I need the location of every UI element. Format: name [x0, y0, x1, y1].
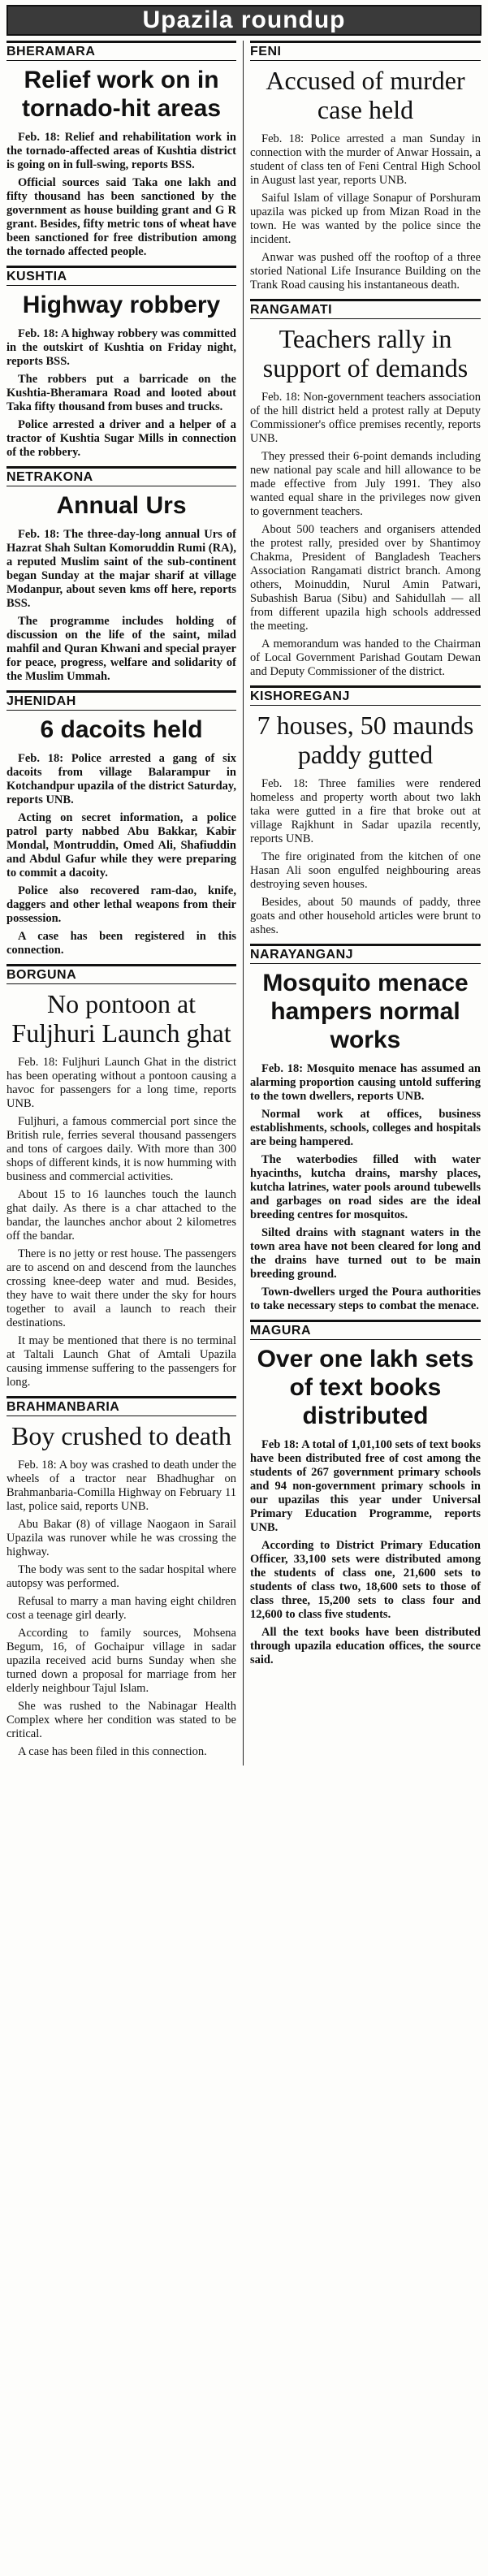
story-paragraph: About 500 teachers and organisers attended the protest rally, presided over by Shantimoy Chakma, President of Bangladesh Teachers Association Rangamati district branch. Among others, Moinuddin, Nurul Amin Patwari, Subashish Barua (Sibu) and Sahidullah — all from different upazila high schools addressed the meeting.: [250, 523, 481, 633]
story-paragraph: Silted drains with stagnant waters in the town area have not been cleared for long and the drains have turned out to be main breeding ground.: [250, 1226, 481, 1281]
story-headline: Annual Urs: [56, 492, 187, 519]
dateline-kicker: KISHOREGANJ: [250, 685, 481, 706]
story-headline: Highway robbery: [22, 292, 221, 318]
story-paragraph: Anwar was pushed off the rooftop of a three storied National Life Insurance Building on the Trank Road causing his instantaneous death.: [250, 251, 481, 292]
story-paragraph: They pressed their 6-point demands including new national pay scale and hill allowance to be made effective from July 1991. They also wanted equal share in the privileges now given to government teachers.: [250, 450, 481, 518]
dateline-kicker: RANGAMATI: [250, 299, 481, 319]
story-headline: No pontoon at Fuljhuri Launch ghat: [11, 989, 231, 1048]
story-headline: Boy crushed to death: [11, 1421, 232, 1450]
story-paragraph: Feb. 18: A boy was crashed to death under the wheels of a tractor near Bhadhughar on Brahmanbaria-Comilla Highway on February 11 last, police said, reports UNB.: [6, 1459, 236, 1513]
story-paragraph: Feb. 18: Relief and rehabilitation work in the tornado-affected areas of Kushtia district is going on in full-swing, reports BSS.: [6, 131, 236, 171]
story-paragraph: There is no jetty or rest house. The passengers are to ascend on and descend from the launches crossing knee-deep water and mud. Besides, they have to wait there under the sky for hours together to avail a launch to reach their destinations.: [6, 1247, 236, 1329]
story-paragraph: The body was sent to the sadar hospital where autopsy was performed.: [6, 1563, 236, 1590]
story-paragraph: A case has been filed in this connection.: [18, 1745, 207, 1758]
story-paragraph: According to family sources, Mohsena Begum, 16, of Gochaipur village in sadar upazila received acid burns Sunday when she turned down a proposal for marriage from her elderly neighbour Tajul Islam.: [6, 1627, 236, 1695]
story-paragraph: Police also recovered ram-dao, knife, daggers and other lethal weapons from their possession.: [6, 884, 236, 925]
dateline-kicker: BHERAMARA: [6, 41, 236, 61]
story-narayanganj: [250, 944, 481, 1313]
story-paragraph: It may be mentioned that there is no terminal at Taltali Launch Ghat of Amtali Upazila causing immense suffering to the passengers for long.: [6, 1334, 236, 1389]
story-paragraph: Feb. 18: Mosquito menace has assumed an alarming proportion causing untold suffering to the town dwellers, reports UNB.: [250, 1062, 481, 1103]
story-body: [6, 131, 236, 259]
story-body: [6, 528, 236, 684]
story-body: [6, 327, 236, 460]
story-headline: Accused of murder case held: [266, 66, 465, 124]
story-paragraph: She was rushed to the Nabinagar Health Complex where her condition was stated to be critical.: [6, 1700, 236, 1740]
story-paragraph: Abu Bakar (8) of village Naogaon in Sarail Upazila was runover while he was crossing the highway.: [6, 1518, 236, 1558]
story-feni: [250, 41, 481, 292]
story-headline: Over one lakh sets of text books distributed: [257, 1346, 474, 1429]
story-body: [250, 777, 481, 937]
story-paragraph: According to District Primary Education Officer, 33,100 sets were distributed among the students of class one, 21,600 sets to students of class two, 18,600 sets to those of class three, 15,200 sets to class four and 12,600 to class five students.: [250, 1539, 481, 1621]
story-paragraph: The robbers put a barricade on the Kushtia-Bheramara Road and looted about Taka fifty thousand from buses and trucks.: [6, 373, 236, 413]
story-paragraph: Feb 18: A total of 1,01,100 sets of text books have been distributed free of cost among the students of 267 government primary schools and 94 non-government primary schools in our upazilas this year under Universal Primary Education Programme, reports UNB.: [250, 1438, 481, 1534]
story-paragraph: About 15 to 16 launches touch the launch ghat daily. As there is a char attached to the bandar, the launches anchor about 2 kilometres off the bandar.: [6, 1188, 236, 1243]
story-paragraph: Refusal to marry a man having eight children cost a teenage girl dearly.: [6, 1595, 236, 1622]
story-paragraph: Feb. 18: Police arrested a gang of six dacoits from village Balarampur in Kotchandpur upazila of the district Saturday, reports UNB.: [6, 752, 236, 806]
columns: [6, 41, 482, 1766]
story-headline: Relief work on in tornado-hit areas: [21, 67, 222, 122]
story-paragraph: The programme includes holding of discussion on the life of the saint, milad mahfil and Quran Khwani and special prayer for peace, progress, welfare and solidarity of the Muslim Ummah.: [6, 615, 236, 683]
dateline-kicker: BRAHMANBARIA: [6, 1396, 236, 1416]
story-paragraph: All the text books have been distributed through upazila education offices, the source said.: [250, 1626, 481, 1666]
story-headline: 7 houses, 50 maunds paddy gutted: [257, 711, 474, 769]
dateline-kicker: NARAYANGANJ: [250, 944, 481, 964]
story-kushtia: [6, 266, 236, 460]
story-paragraph: Acting on secret information, a police patrol party nabbed Abu Bakkar, Kabir Mondal, Montruddin, Omed Ali, Shafiuddin and Abdul Gafur while they were preparing to commit a dacoity.: [6, 811, 236, 880]
story-body: [6, 1459, 236, 1759]
left-column: [6, 41, 244, 1766]
story-headline: 6 dacoits held: [40, 716, 203, 743]
story-magura: [250, 1320, 481, 1667]
story-body: [250, 391, 481, 679]
story-paragraph: Feb. 18: A highway robbery was committed in the outskirt of Kushtia on Friday night, reports BSS.: [6, 327, 236, 368]
story-body: [250, 132, 481, 292]
story-paragraph: Official sources said Taka one lakh and fifty thousand has been sanctioned by the government as house building grant and G R grant. Besides, fifty metric tons of wheat have been sanctioned for free distribution among the tornado affected people.: [6, 176, 236, 258]
story-body: [6, 1056, 236, 1390]
story-paragraph: A memorandum was handed to the Chairman of Local Government Parishad Goutam Dewan and Deputy Commissioner of the district.: [250, 638, 481, 678]
dateline-kicker: NETRAKONA: [6, 466, 236, 486]
story-paragraph: Feb. 18: Non-government teachers association of the hill district held a protest rally at Deputy Commissioner's office premises recently, reports UNB.: [250, 391, 481, 445]
story-jhenidah: [6, 690, 236, 957]
dateline-kicker: FENI: [250, 41, 481, 61]
story-netrakona: [6, 466, 236, 684]
story-headline: Teachers rally in support of demands: [262, 324, 469, 383]
story-paragraph: Feb. 18: Fuljhuri Launch Ghat in the district has been operating without a pontoon causing a havoc for passengers for a long time, reports UNB.: [6, 1056, 236, 1110]
story-paragraph: The waterbodies filled with water hyacinths, kutcha drains, marshy places, kutcha latrines, water pools around tubewells and garbages on road sides are the ideal breeding centres for mosquitos.: [250, 1153, 481, 1221]
banner-title: Upazila roundup: [142, 6, 346, 33]
story-body: [6, 752, 236, 957]
section-banner: [6, 5, 482, 36]
story-paragraph: Town-dwellers urged the Poura authorities to take necessary steps to combat the menace.: [250, 1286, 481, 1312]
story-paragraph: Feb. 18: Police arrested a man Sunday in connection with the murder of Anwar Hossain, a student of class ten of Feni Central High School in August last year, reports UNB.: [250, 132, 481, 187]
story-kishoreganj: [250, 685, 481, 937]
story-headline: Mosquito menace hampers normal works: [262, 970, 469, 1053]
story-brahmanbaria: [6, 1396, 236, 1759]
right-column: [244, 41, 481, 1766]
story-bheramara: [6, 41, 236, 259]
story-paragraph: Besides, about 50 maunds of paddy, three goats and other household articles were brunt to ashes.: [250, 896, 481, 936]
dateline-kicker: JHENIDAH: [6, 690, 236, 711]
story-body: [250, 1438, 481, 1667]
story-paragraph: Saiful Islam of village Sonapur of Porshuram upazila was picked up from Mizan Road in the town. He was wanted by the police since the incident.: [250, 192, 481, 246]
dateline-kicker: BORGUNA: [6, 964, 236, 984]
story-rangamati: [250, 299, 481, 679]
story-paragraph: Feb. 18: Three families were rendered homeless and property worth about two lakh taka were gutted in a fire that broke out at village Rajkhunt in Sadar upazila recently, reports UNB.: [250, 777, 481, 845]
story-paragraph: The fire originated from the kitchen of one Hasan Ali soon engulfed neighbouring areas destroying seven houses.: [250, 850, 481, 891]
story-body: [250, 1062, 481, 1313]
story-paragraph: Police arrested a driver and a helper of a tractor of Kushtia Sugar Mills in connection of the robbery.: [6, 418, 236, 459]
dateline-kicker: KUSHTIA: [6, 266, 236, 286]
dateline-kicker: MAGURA: [250, 1320, 481, 1340]
story-paragraph: A case has been registered in this connection.: [6, 930, 236, 957]
story-borguna: [6, 964, 236, 1390]
story-paragraph: Fuljhuri, a famous commercial port since the British rule, ferries several thousand passengers and tons of cargoes daily. With more than 300 shops of different kinds, it is now humming with business and commercial activities.: [6, 1115, 236, 1183]
story-paragraph: Feb. 18: The three-day-long annual Urs of Hazrat Shah Sultan Komoruddin Rumi (RA), a reputed Muslim saint of the sub-continent began Sunday at the majar sharif at village Modanpur, about seven kms off here, reports BSS.: [6, 528, 236, 610]
story-paragraph: Normal work at offices, business establishments, schools, colleges and hospitals are being hampered.: [250, 1108, 481, 1148]
